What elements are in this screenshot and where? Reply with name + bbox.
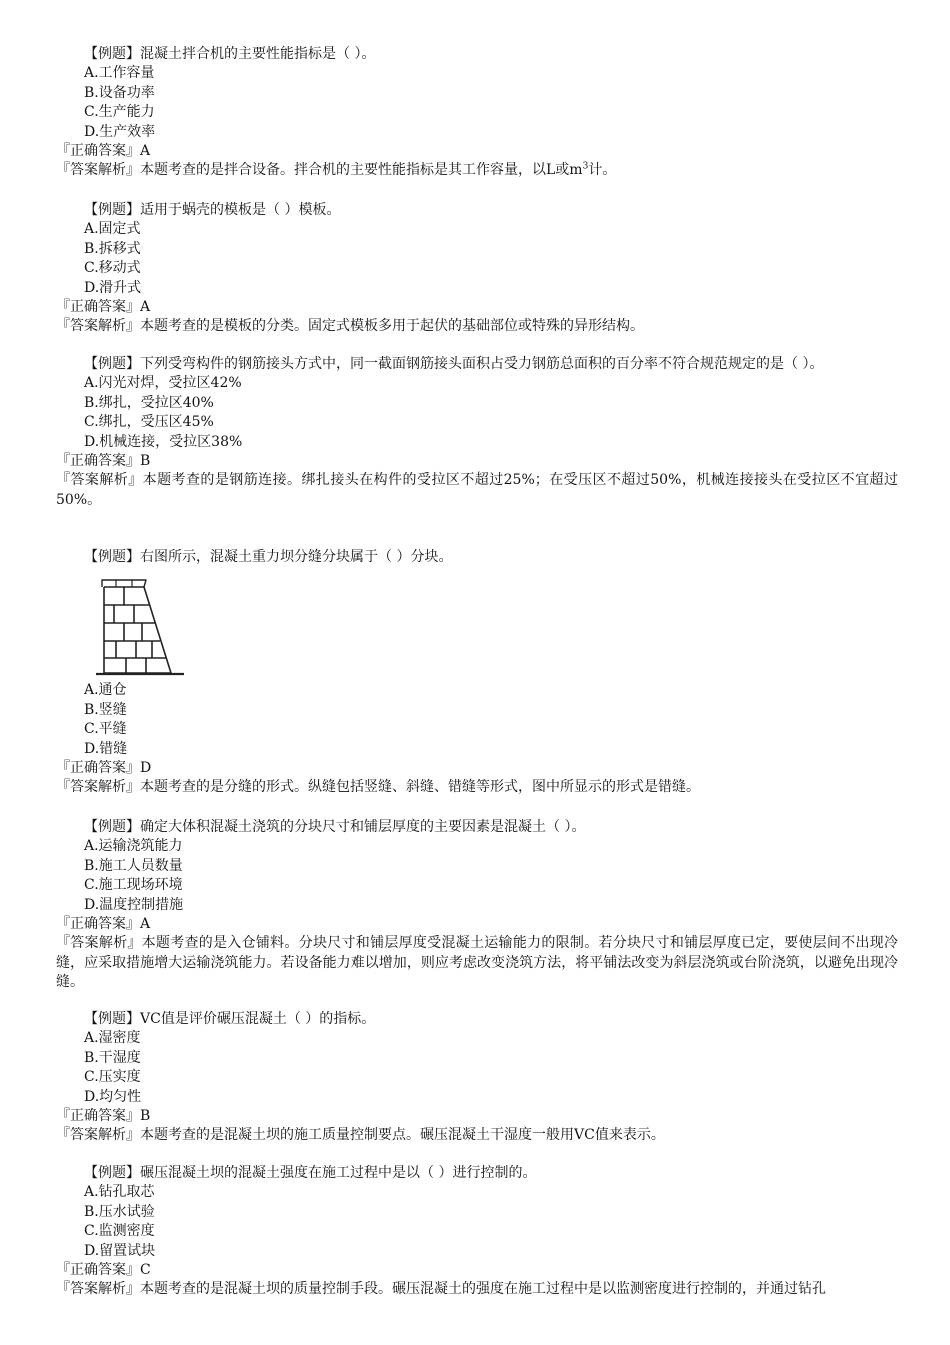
correct-answer: 『正确答案』A	[56, 915, 151, 932]
option-a: A.运输浇筑能力	[84, 838, 183, 855]
option-c: C.绑扎，受压区45%	[84, 414, 214, 431]
option-a: A.工作容量	[84, 65, 155, 82]
option-c: C.施工现场环境	[84, 877, 183, 894]
explanation-text: 『答案解析』本题考查的是拌合设备。拌合机的主要性能指标是其工作容量，以L或m	[56, 162, 583, 179]
answer-explanation: 『答案解析』本题考查的是模板的分类。固定式模板多用于起伏的基础部位或特殊的异形结构。	[56, 318, 644, 335]
option-d: D.机械连接，受拉区38%	[84, 433, 243, 450]
correct-answer: 『正确答案』B	[56, 452, 151, 469]
option-b: B.干湿度	[84, 1049, 141, 1066]
question-5	[56, 818, 898, 993]
option-a: A.固定式	[84, 221, 141, 238]
option-a: A.通仓	[84, 682, 127, 699]
option-d: D.生产效率	[84, 123, 156, 140]
option-a: A.钻孔取芯	[84, 1184, 155, 1201]
answer-explanation: 『答案解析』本题考查的是混凝土坝的施工质量控制要点。碾压混凝土干湿度一般用VC值来表示。	[56, 1127, 665, 1144]
question-stem: 【例题】右图所示，混凝土重力坝分缝分块属于（ ）分块。	[84, 549, 453, 565]
option-b: B.竖缝	[84, 701, 127, 718]
question-4	[56, 548, 898, 798]
question-stem: 【例题】适用于蜗壳的模板是（ ）模板。	[84, 202, 341, 218]
option-b: B.施工人员数量	[84, 857, 183, 874]
explanation-superscript: 3	[582, 161, 589, 172]
option-c: C.压实度	[84, 1069, 141, 1086]
option-c: C.移动式	[84, 260, 141, 277]
correct-answer: 『正确答案』D	[56, 759, 152, 776]
answer-explanation	[56, 161, 898, 180]
option-d: D.错缝	[84, 740, 128, 757]
dam-blocks-icon	[86, 567, 186, 681]
question-7	[56, 1164, 898, 1300]
question-stem: 【例题】确定大体积混凝土浇筑的分块尺寸和铺层厚度的主要因素是混凝土（ ）。	[84, 819, 586, 835]
option-d: D.滑升式	[84, 279, 142, 296]
option-c: C.平缝	[84, 721, 127, 738]
option-c: C.监测密度	[84, 1223, 155, 1240]
option-a: A.闪光对焊，受拉区42%	[84, 375, 242, 392]
option-d: D.均匀性	[84, 1088, 142, 1105]
option-b: B.设备功率	[84, 84, 155, 101]
question-3	[56, 355, 898, 510]
option-d: D.留置试块	[84, 1242, 156, 1259]
answer-explanation: 『答案解析』本题考查的是混凝土坝的质量控制手段。碾压混凝土的强度在施工过程中是以监测密度进行控制的，并通过钻孔	[56, 1281, 826, 1298]
correct-answer: 『正确答案』C	[56, 1261, 151, 1278]
option-b: B.拆移式	[84, 240, 141, 257]
option-c: C.生产能力	[84, 104, 155, 121]
question-6	[56, 1010, 898, 1146]
option-b: B.绑扎，受拉区40%	[84, 394, 214, 411]
question-stem: 【例题】下列受弯构件的钢筋接头方式中，同一截面钢筋接头面积占受力钢筋总面积的百分率不符合规范规定的是（ ）。	[84, 356, 824, 372]
correct-answer: 『正确答案』B	[56, 1107, 151, 1124]
option-d: D.温度控制措施	[84, 896, 184, 913]
question-stem: 【例题】混凝土拌合机的主要性能指标是（ ）。	[84, 46, 376, 62]
explanation-text-end: 计。	[588, 162, 617, 179]
option-b: B.压水试验	[84, 1203, 155, 1220]
dam-blocks-figure	[86, 567, 186, 681]
correct-answer: 『正确答案』A	[56, 142, 151, 159]
question-2	[56, 201, 898, 337]
answer-explanation: 『答案解析』本题考查的是分缝的形式。纵缝包括竖缝、斜缝、错缝等形式，图中所显示的形式是错缝。	[56, 779, 700, 796]
question-stem: 【例题】碾压混凝土坝的混凝土强度在施工过程中是以（ ）进行控制的。	[84, 1165, 537, 1181]
question-stem: 【例题】VC值是评价碾压混凝土（ ）的指标。	[84, 1011, 376, 1027]
answer-explanation: 『答案解析』本题考查的是钢筋连接。绑扎接头在构件的受拉区不超过25%；在受压区不超过50%，机械连接接头在受拉区不宜超过50%。	[56, 472, 898, 508]
option-a: A.湿密度	[84, 1030, 141, 1047]
correct-answer: 『正确答案』A	[56, 298, 151, 315]
question-1	[56, 45, 898, 181]
answer-explanation: 『答案解析』本题考查的是入仓铺料。分块尺寸和铺层厚度受混凝土运输能力的限制。若分块尺寸和铺层厚度已定，要使层间不出现冷缝，应采取措施增大运输浇筑能力。若设备能力难以增加，则应考虑改变浇筑方法，将平铺法改变为斜层浇筑或台阶浇筑，以避免出现冷缝。	[56, 935, 898, 991]
